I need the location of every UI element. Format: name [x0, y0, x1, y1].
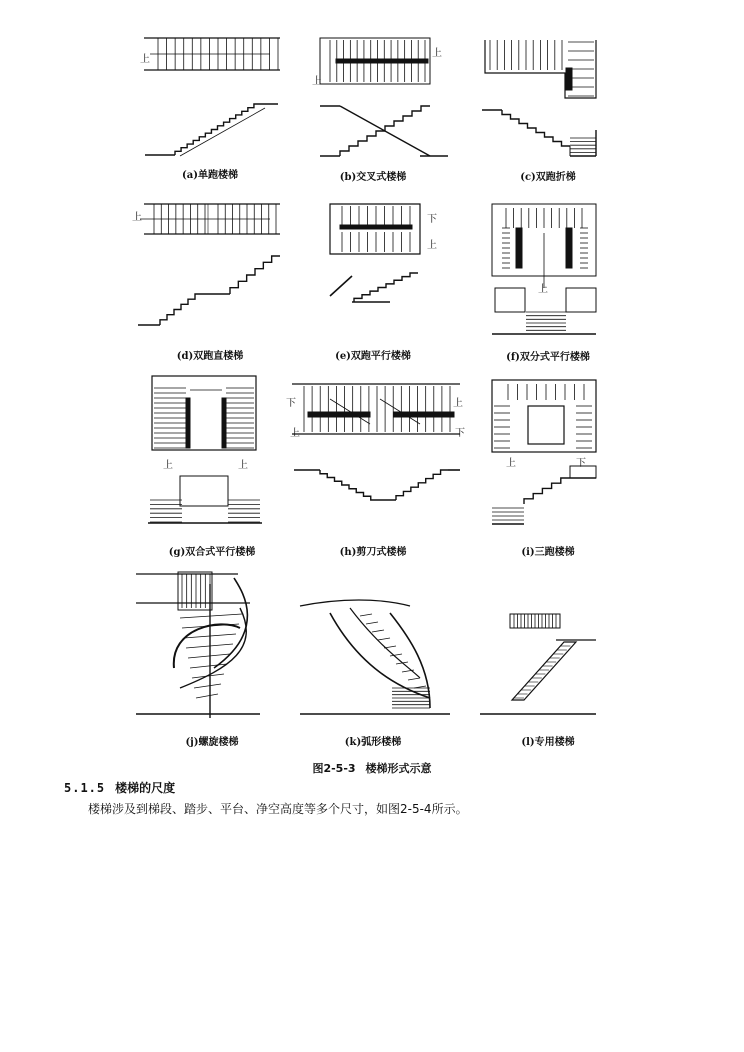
figure-number: 图2-5-3	[312, 762, 356, 775]
caption-b: (b)交叉式楼梯	[339, 172, 407, 183]
stair-forms-figure	[130, 28, 610, 758]
label-up-a: 上	[140, 54, 150, 65]
label-down-i: 下	[576, 458, 586, 469]
caption-a: (a)单跑楼梯	[182, 170, 238, 181]
caption-h: (h)剪刀式楼梯	[339, 547, 407, 558]
caption-f: (f)双分式平行楼梯	[506, 352, 590, 363]
caption-j: (j)螺旋楼梯	[185, 737, 239, 748]
label-up-d: 上	[132, 212, 142, 223]
label-up-g1: 上	[163, 460, 173, 471]
caption-c: (c)双跑折梯	[520, 172, 576, 183]
label-up-h1: 上	[453, 398, 463, 409]
section-title: 楼梯的尺度	[115, 781, 176, 795]
label-up-e: 上	[427, 240, 437, 251]
label-down-h1: 下	[286, 398, 296, 409]
label-up-h2: 上	[290, 428, 300, 439]
figure-caption	[0, 760, 744, 776]
caption-g: (g)双合式平行楼梯	[168, 547, 256, 558]
stair-drawings	[130, 28, 610, 758]
label-up-i: 上	[506, 458, 516, 469]
section-number: 5.1.5	[64, 781, 106, 795]
caption-d: (d)双跑直楼梯	[176, 351, 244, 362]
label-up-b1: 上	[432, 48, 442, 59]
caption-i: (i)三跑楼梯	[521, 547, 575, 558]
caption-e: (e)双跑平行楼梯	[335, 351, 411, 362]
figure-title: 楼梯形式示意	[365, 762, 432, 775]
label-up-g2: 上	[238, 460, 248, 471]
caption-l: (l)专用楼梯	[521, 737, 575, 748]
label-down-e: 下	[427, 214, 437, 225]
section-heading	[64, 779, 175, 796]
body-paragraph: 楼梯涉及到梯段、踏步、平台、净空高度等多个尺寸，如图2-5-4所示。	[88, 802, 468, 816]
label-up-f: 上	[538, 284, 548, 295]
label-down-h2: 下	[455, 428, 465, 439]
caption-k: (k)弧形楼梯	[344, 737, 402, 748]
label-up-b2: 上	[312, 76, 322, 87]
